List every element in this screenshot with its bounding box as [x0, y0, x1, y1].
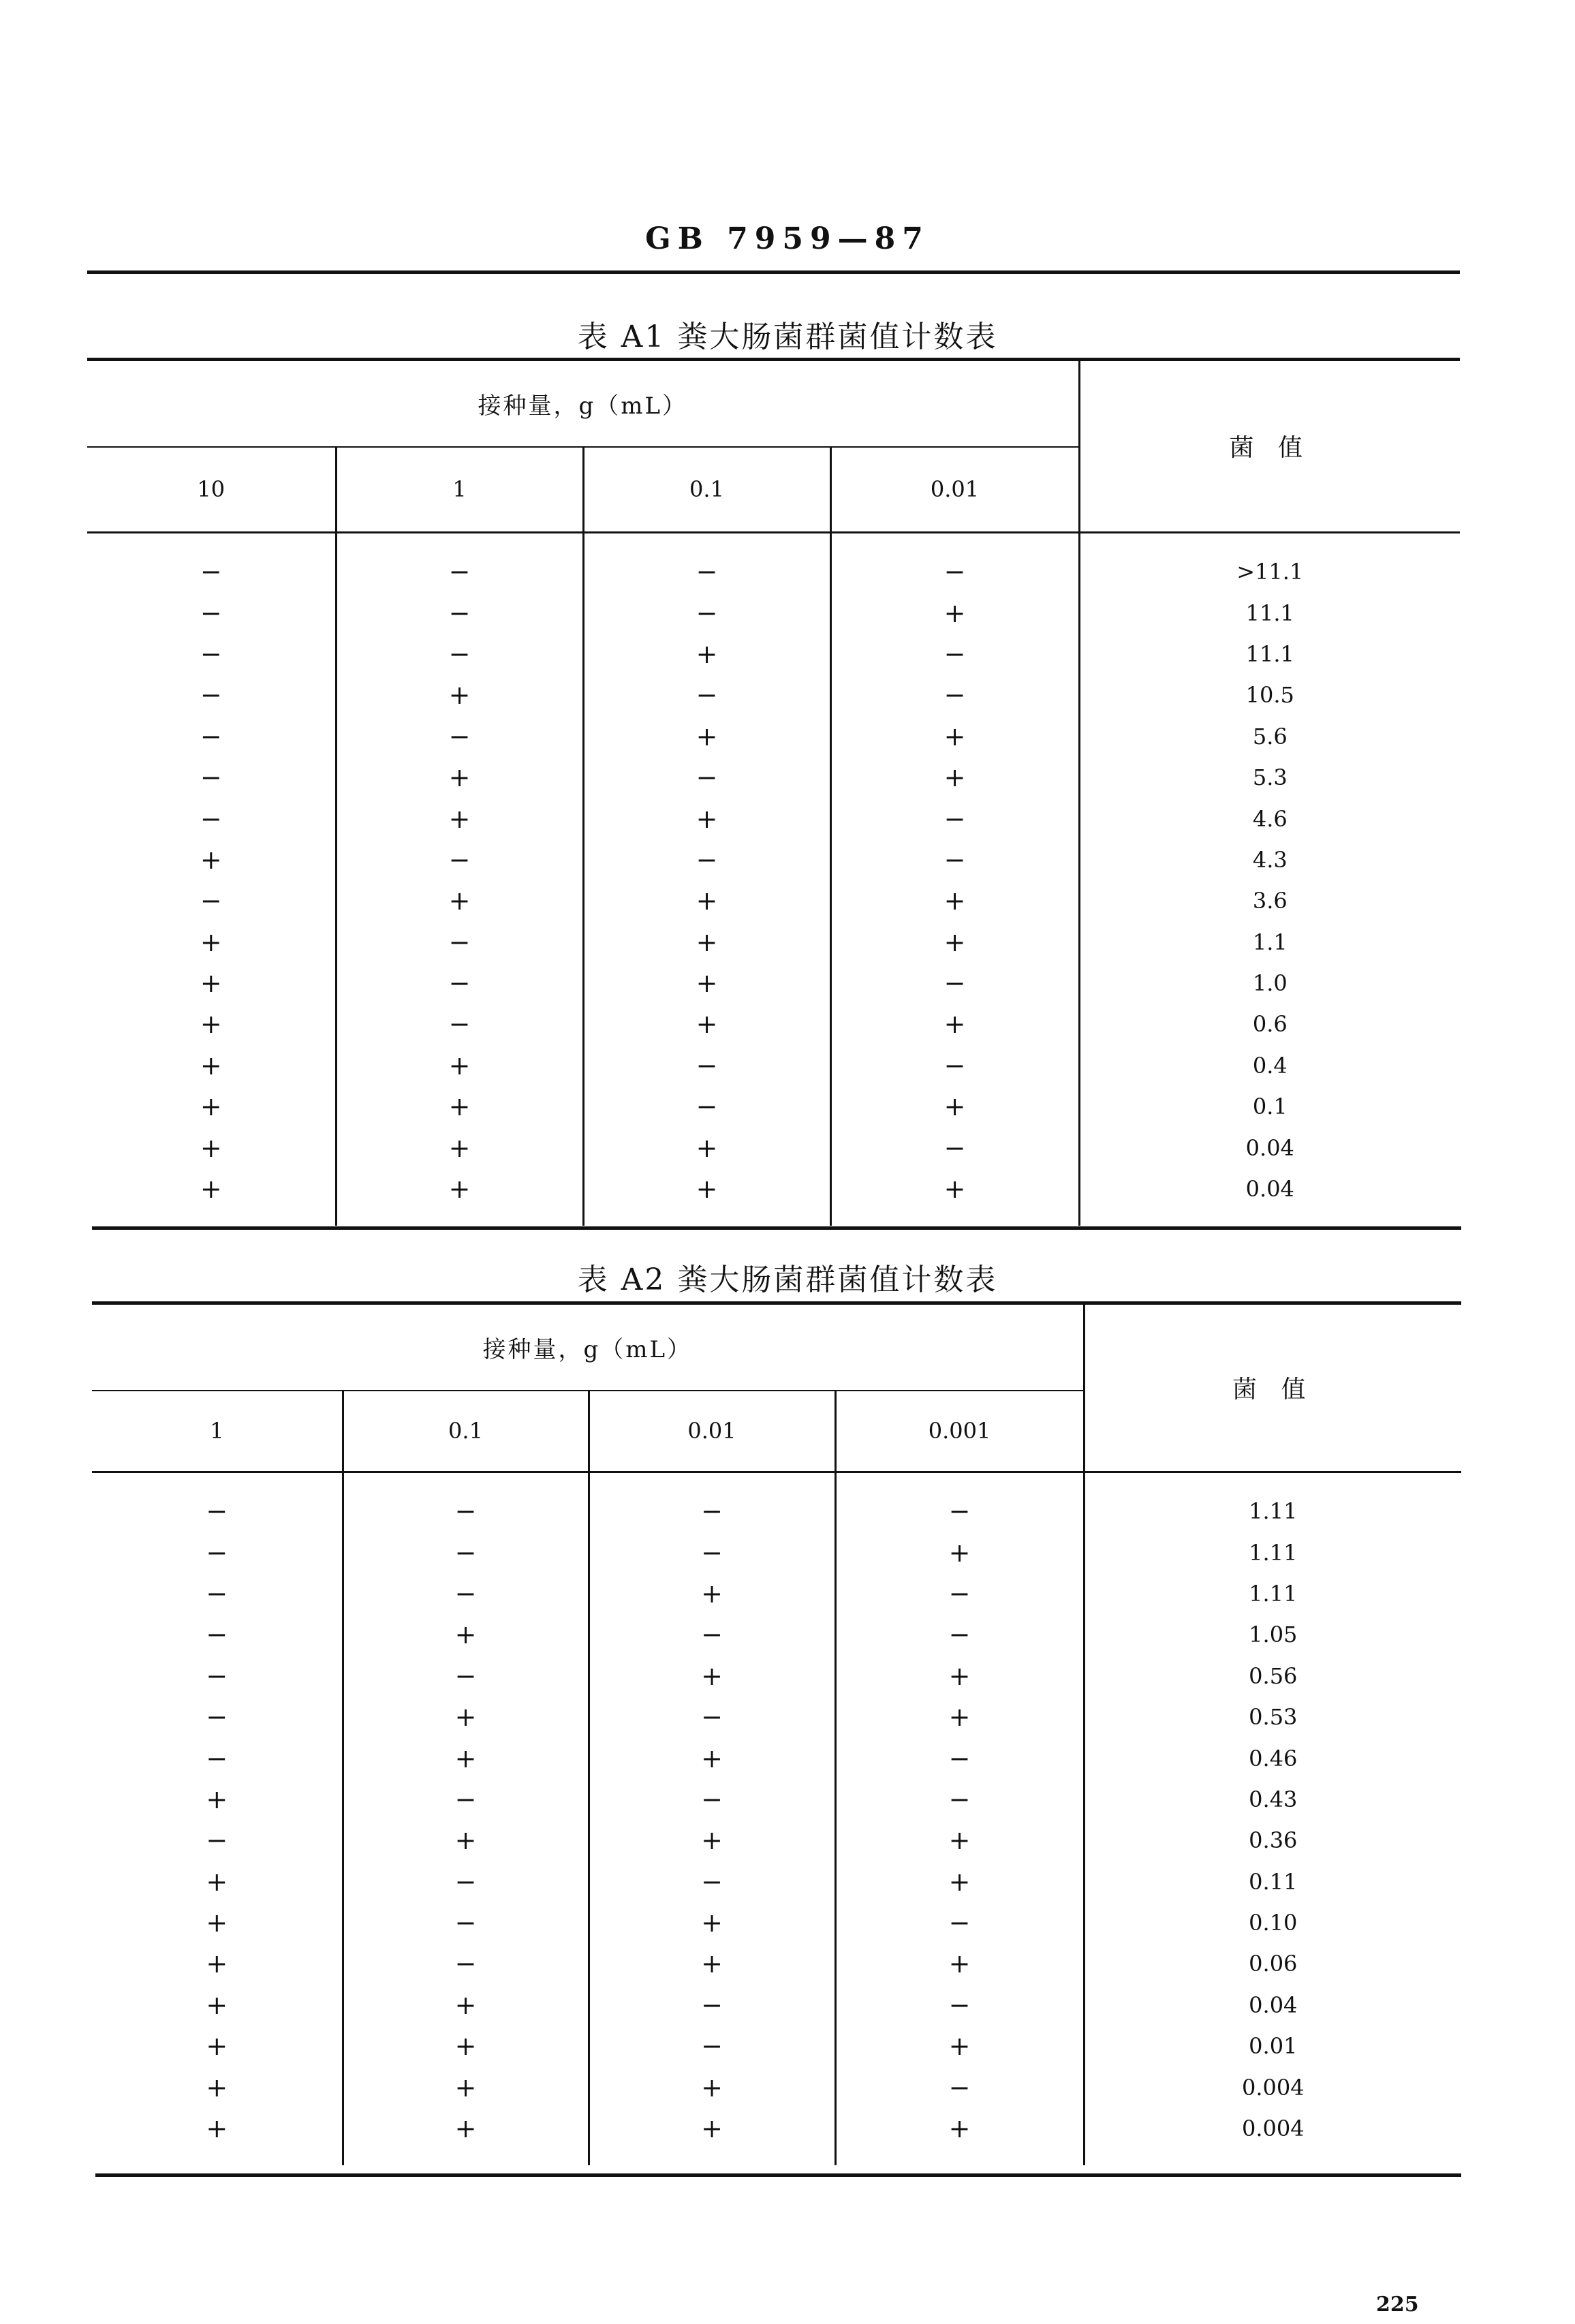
result-cell: + [583, 880, 830, 921]
table-a2-body [92, 1472, 1461, 2165]
result-cell: + [336, 675, 583, 715]
result-cell: − [589, 1614, 835, 1655]
table-row [92, 1491, 1461, 1532]
table-row [87, 1127, 1460, 1168]
result-cell: + [835, 1656, 1084, 1696]
table-row [87, 592, 1460, 633]
volume-header: 0.1 [583, 447, 830, 532]
result-cell: − [336, 592, 583, 633]
result-cell: − [589, 1985, 835, 2026]
result-cell: + [830, 922, 1079, 963]
result-cell: − [583, 757, 830, 798]
table-row [87, 798, 1460, 839]
result-cell: + [200, 1174, 222, 1205]
count-value-cell: 0.4 [1079, 1045, 1460, 1086]
count-value-cell: 0.004 [1084, 2108, 1461, 2149]
inoculum-header: 接种量，g（mL） [87, 361, 1079, 447]
standard-code: GB 7959—87 [645, 221, 930, 256]
result-cell: + [206, 2113, 228, 2144]
inoculum-header: 接种量，g（mL） [92, 1305, 1084, 1391]
table-row [87, 634, 1460, 675]
result-cell: + [336, 1045, 583, 1086]
result-cell: − [200, 680, 222, 711]
table-row [87, 880, 1460, 921]
result-cell: + [336, 798, 583, 839]
result-cell: − [206, 1578, 228, 1609]
result-cell: − [336, 551, 583, 592]
result-cell: − [835, 1985, 1084, 2026]
table-row [87, 551, 1460, 592]
result-cell: + [589, 1573, 835, 1614]
result-cell: − [583, 675, 830, 715]
result-cell: − [589, 1696, 835, 1737]
table-row [87, 1086, 1460, 1127]
result-cell: + [200, 1009, 222, 1040]
count-value-cell: 1.1 [1079, 922, 1460, 963]
result-cell: − [589, 1532, 835, 1572]
result-cell: − [200, 638, 222, 669]
table-a2-title: 表 A2 粪大肠菌群菌值计数表 [577, 1262, 998, 1297]
table-row [87, 1045, 1460, 1086]
count-value-cell: 4.6 [1079, 798, 1460, 839]
table-a2-bottom-rule [95, 2173, 1461, 2177]
table-row [87, 1004, 1460, 1044]
volume-header: 0.001 [835, 1391, 1084, 1472]
result-cell: + [206, 1908, 228, 1938]
header-rule [87, 270, 1460, 274]
count-value-cell: 1.11 [1084, 1491, 1461, 1532]
count-value-cell: 0.04 [1084, 1985, 1461, 2026]
result-cell: − [589, 1779, 835, 1820]
result-cell: + [343, 1696, 589, 1737]
result-cell: − [835, 1491, 1084, 1532]
result-cell: − [200, 598, 222, 628]
result-cell: + [206, 1989, 228, 2020]
result-cell: − [830, 551, 1079, 592]
result-cell: − [206, 1825, 228, 1856]
volume-header: 0.01 [830, 447, 1079, 532]
result-cell: + [835, 1820, 1084, 1861]
table-a1-body [87, 532, 1460, 1226]
result-cell: + [583, 1127, 830, 1168]
result-cell: − [830, 798, 1079, 839]
result-cell: + [835, 1943, 1084, 1984]
result-cell: + [583, 634, 830, 675]
result-cell: − [583, 592, 830, 633]
result-cell: + [206, 2031, 228, 2062]
result-cell: + [343, 1985, 589, 2026]
count-value-cell: 0.1 [1079, 1086, 1460, 1127]
result-cell: + [830, 757, 1079, 798]
table-row [92, 1573, 1461, 1614]
result-cell: + [200, 927, 222, 957]
result-cell: − [206, 1537, 228, 1568]
result-cell: − [343, 1861, 589, 1902]
result-cell: − [835, 1614, 1084, 1655]
count-value-cell: 3.6 [1079, 880, 1460, 921]
result-cell: − [830, 839, 1079, 880]
count-value-cell: 0.06 [1084, 1943, 1461, 1984]
count-value-cell: 5.6 [1079, 716, 1460, 757]
count-value-cell: 1.11 [1084, 1573, 1461, 1614]
result-cell: − [336, 839, 583, 880]
result-cell: + [200, 844, 222, 875]
table-a1-title: 表 A1 粪大肠菌群菌值计数表 [577, 320, 998, 354]
count-value-cell: 0.53 [1084, 1696, 1461, 1737]
result-cell: − [336, 922, 583, 963]
count-value-cell: 0.11 [1084, 1861, 1461, 1902]
volume-header: 0.1 [343, 1391, 589, 1472]
count-value-cell: 0.01 [1084, 2026, 1461, 2066]
result-cell: + [589, 1820, 835, 1861]
table-row [92, 1656, 1461, 1696]
result-cell: − [830, 1045, 1079, 1086]
table-row [92, 1614, 1461, 1655]
count-value-cell: >11.1 [1079, 551, 1460, 592]
result-cell: − [583, 551, 830, 592]
result-cell: + [200, 1091, 222, 1122]
result-cell: + [589, 1656, 835, 1696]
result-cell: + [589, 1902, 835, 1943]
result-cell: − [336, 1004, 583, 1044]
result-cell: − [343, 1779, 589, 1820]
count-value-cell: 11.1 [1079, 592, 1460, 633]
result-cell: + [336, 1127, 583, 1168]
result-cell: − [835, 1779, 1084, 1820]
result-cell: − [830, 1127, 1079, 1168]
count-value-cell: 0.04 [1079, 1168, 1460, 1209]
table-a1-bottom-rule [92, 1226, 1461, 1230]
result-cell: − [343, 1902, 589, 1943]
result-cell: + [343, 1820, 589, 1861]
count-value-cell: 0.004 [1084, 2066, 1461, 2107]
table-row [87, 839, 1460, 880]
table-row [87, 675, 1460, 715]
result-cell: + [206, 1784, 228, 1814]
result-cell: − [206, 1660, 228, 1691]
result-cell: + [830, 716, 1079, 757]
result-cell: + [343, 2066, 589, 2107]
result-cell: + [589, 2108, 835, 2149]
result-cell: − [589, 2026, 835, 2066]
result-cell: − [835, 2066, 1084, 2107]
result-cell: − [589, 1491, 835, 1532]
result-cell: − [200, 803, 222, 834]
volume-header: 1 [92, 1391, 343, 1472]
count-header: 菌 值 [1079, 361, 1460, 532]
result-cell: − [206, 1702, 228, 1733]
result-cell: − [583, 1086, 830, 1127]
table-row [92, 2066, 1461, 2107]
table-row [92, 1779, 1461, 1820]
count-value-cell: 0.6 [1079, 1004, 1460, 1044]
result-cell: − [336, 634, 583, 675]
table-row [87, 922, 1460, 963]
table-a2 [92, 1305, 1461, 2165]
result-cell: − [200, 886, 222, 916]
result-cell: + [206, 1866, 228, 1897]
result-cell: − [835, 1737, 1084, 1778]
result-cell: + [589, 1737, 835, 1778]
result-cell: − [835, 1573, 1084, 1614]
count-value-cell: 5.3 [1079, 757, 1460, 798]
table-row [87, 757, 1460, 798]
volume-header: 10 [87, 447, 336, 532]
volume-header: 0.01 [589, 1391, 835, 1472]
result-cell: + [583, 1004, 830, 1044]
result-cell: + [830, 592, 1079, 633]
result-cell: − [835, 1902, 1084, 1943]
result-cell: + [200, 968, 222, 999]
result-cell: + [343, 2108, 589, 2149]
result-cell: − [830, 634, 1079, 675]
count-value-cell: 0.36 [1084, 1820, 1461, 1861]
result-cell: − [206, 1620, 228, 1650]
result-cell: − [343, 1573, 589, 1614]
count-value-cell: 1.0 [1079, 963, 1460, 1004]
result-cell: + [336, 757, 583, 798]
result-cell: − [200, 762, 222, 793]
count-value-cell: 10.5 [1079, 675, 1460, 715]
result-cell: + [835, 1532, 1084, 1572]
result-cell: + [835, 1696, 1084, 1737]
result-cell: − [343, 1943, 589, 1984]
table-row [92, 1820, 1461, 1861]
result-cell: − [343, 1491, 589, 1532]
result-cell: + [830, 1004, 1079, 1044]
result-cell: − [336, 963, 583, 1004]
result-cell: − [830, 963, 1079, 1004]
count-value-cell: 0.10 [1084, 1902, 1461, 1943]
count-value-cell: 0.04 [1079, 1127, 1460, 1168]
result-cell: + [583, 922, 830, 963]
result-cell: − [589, 1861, 835, 1902]
count-value-cell: 0.56 [1084, 1656, 1461, 1696]
result-cell: − [343, 1656, 589, 1696]
result-cell: + [343, 1614, 589, 1655]
table-row [92, 2108, 1461, 2149]
result-cell: − [830, 675, 1079, 715]
result-cell: + [583, 963, 830, 1004]
count-header: 菌 值 [1084, 1305, 1461, 1472]
result-cell: + [336, 1168, 583, 1209]
count-value-cell: 1.05 [1084, 1614, 1461, 1655]
result-cell: + [589, 1943, 835, 1984]
result-cell: + [343, 1737, 589, 1778]
table-row [92, 1696, 1461, 1737]
result-cell: − [206, 1496, 228, 1527]
result-cell: + [583, 798, 830, 839]
table-row [92, 1737, 1461, 1778]
result-cell: + [583, 716, 830, 757]
count-value-cell: 0.46 [1084, 1737, 1461, 1778]
result-cell: + [835, 1861, 1084, 1902]
result-cell: + [835, 2108, 1084, 2149]
result-cell: + [336, 1086, 583, 1127]
result-cell: − [200, 721, 222, 752]
result-cell: + [200, 1132, 222, 1163]
table-row [92, 1861, 1461, 1902]
table-a1 [87, 361, 1460, 1226]
count-value-cell: 11.1 [1079, 634, 1460, 675]
count-value-cell: 0.43 [1084, 1779, 1461, 1820]
table-row [92, 1902, 1461, 1943]
result-cell: − [336, 716, 583, 757]
result-cell: − [583, 1045, 830, 1086]
result-cell: + [343, 2026, 589, 2066]
result-cell: + [583, 1168, 830, 1209]
table-row [87, 1168, 1460, 1209]
result-cell: + [830, 880, 1079, 921]
result-cell: + [206, 2072, 228, 2103]
result-cell: + [336, 880, 583, 921]
result-cell: + [206, 1949, 228, 1979]
count-value-cell: 4.3 [1079, 839, 1460, 880]
result-cell: − [200, 557, 222, 587]
table-row [87, 963, 1460, 1004]
count-value-cell: 1.11 [1084, 1532, 1461, 1572]
result-cell: − [583, 839, 830, 880]
result-cell: + [835, 2026, 1084, 2066]
table-row [92, 2026, 1461, 2066]
result-cell: − [206, 1743, 228, 1773]
table-row [92, 1943, 1461, 1984]
result-cell: + [830, 1086, 1079, 1127]
table-row [87, 716, 1460, 757]
result-cell: + [830, 1168, 1079, 1209]
page-number: 225 [1376, 2293, 1419, 2317]
result-cell: + [200, 1050, 222, 1081]
table-row [92, 1532, 1461, 1572]
table-row [92, 1985, 1461, 2026]
result-cell: − [343, 1532, 589, 1572]
volume-header: 1 [336, 447, 583, 532]
result-cell: + [589, 2066, 835, 2107]
